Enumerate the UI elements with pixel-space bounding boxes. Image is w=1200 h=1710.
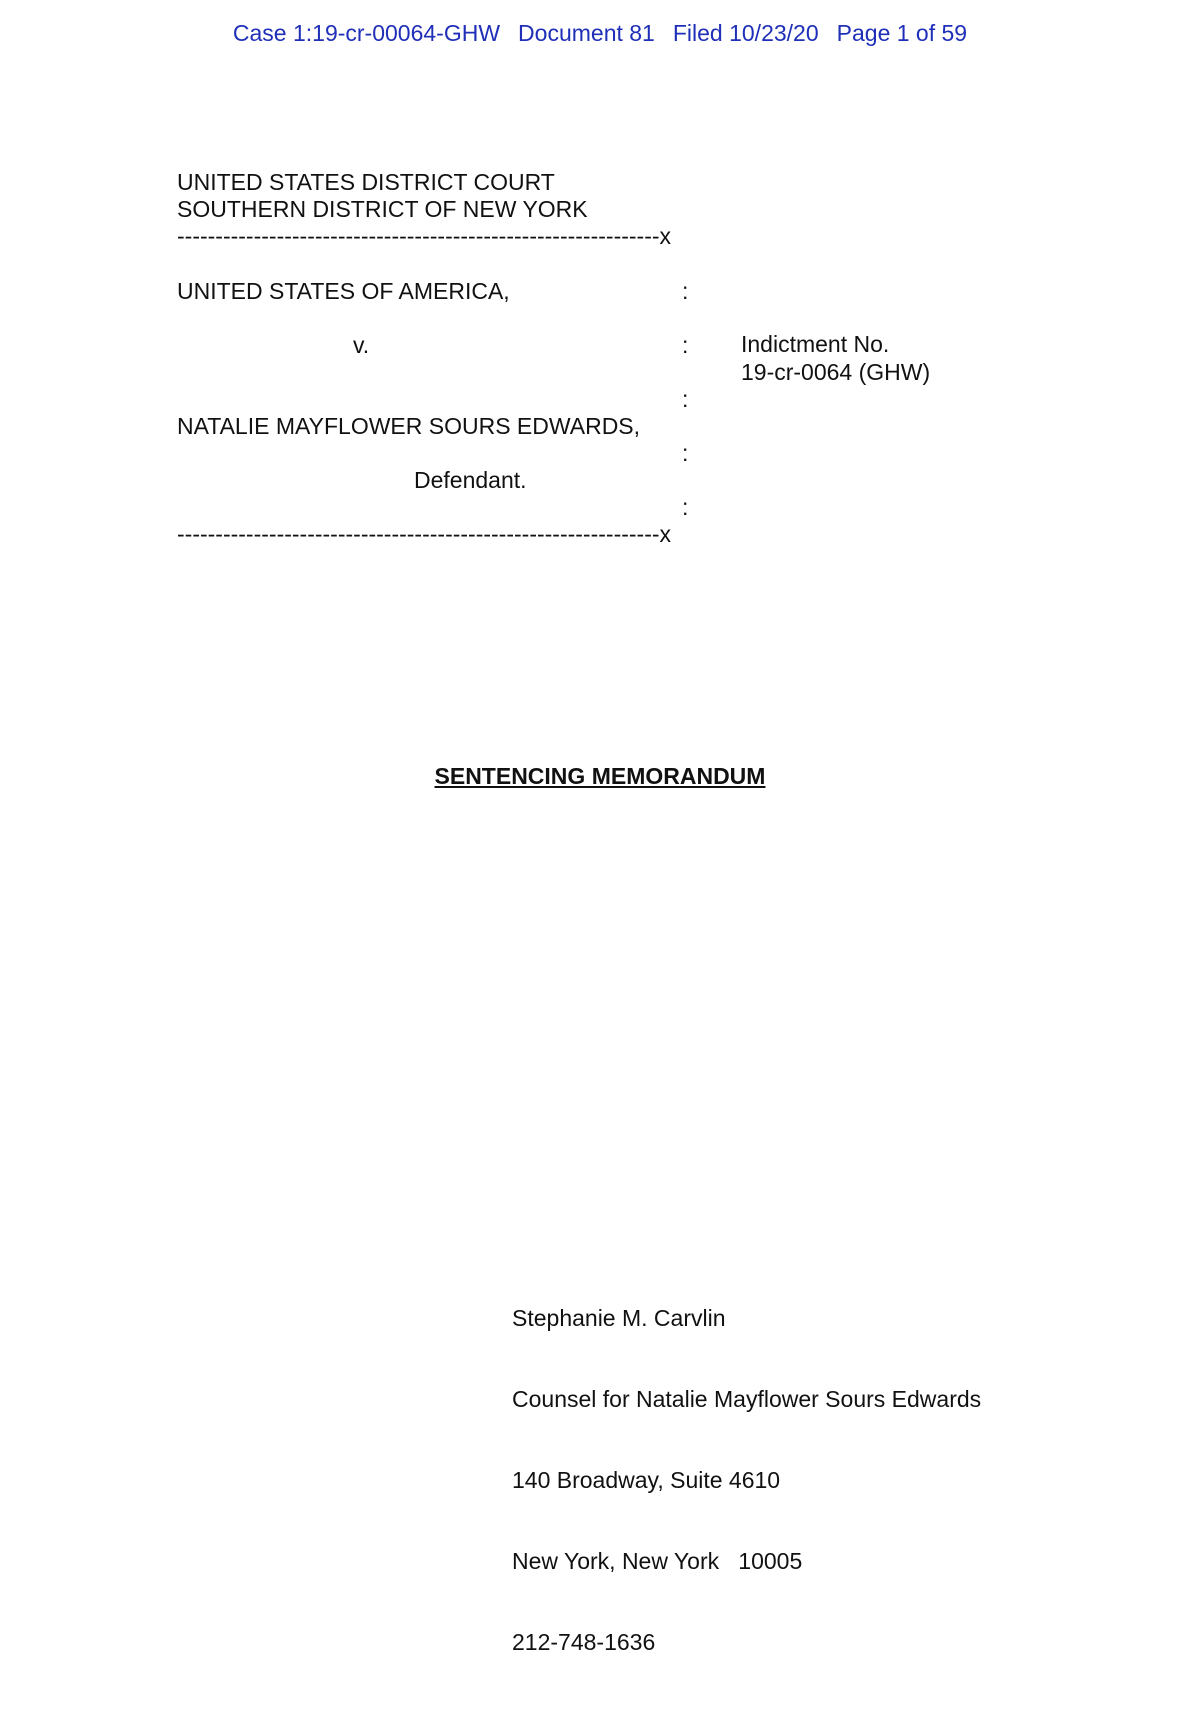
versus-label: v.	[353, 332, 370, 358]
document-number: Document 81	[518, 20, 655, 46]
caption-colon: :	[682, 494, 689, 520]
court-line-1: UNITED STATES DISTRICT COURT	[177, 169, 555, 195]
document-title: SENTENCING MEMORANDUM	[434, 763, 766, 789]
caption-colon: :	[682, 440, 689, 466]
counsel-name: Stephanie M. Carvlin	[512, 1305, 726, 1331]
counsel-address-line-1: 140 Broadway, Suite 4610	[512, 1467, 781, 1493]
defendant-name: NATALIE MAYFLOWER SOURS EDWARDS,	[177, 413, 641, 439]
court-name	[177, 169, 588, 223]
plaintiff-name: UNITED STATES OF AMERICA,	[177, 278, 510, 304]
filed-date: Filed 10/23/20	[672, 20, 819, 46]
caption-rule-bottom: ---------------------------------------------------------------x	[177, 521, 672, 547]
counsel-address-line-2: New York, New York 10005	[512, 1548, 803, 1574]
caption-rule-top: ---------------------------------------------------------------x	[177, 223, 672, 249]
case-number: Case 1:19-cr-00064-GHW	[232, 20, 501, 46]
defendant-label: Defendant.	[414, 467, 527, 493]
caption-colon: :	[682, 332, 689, 358]
indictment-number: 19-cr-0064 (GHW)	[741, 359, 931, 385]
court-line-2: SOUTHERN DISTRICT OF NEW YORK	[177, 196, 588, 222]
ecf-header-stamp	[0, 20, 1200, 47]
counsel-role: Counsel for Natalie Mayflower Sours Edwards	[512, 1386, 982, 1412]
caption-colon: :	[682, 386, 689, 412]
counsel-phone: 212-748-1636	[512, 1629, 656, 1655]
page-count: Page 1 of 59	[836, 20, 968, 46]
counsel-block	[512, 1251, 981, 1710]
indictment-label: Indictment No.	[741, 331, 890, 357]
caption-colon: :	[682, 278, 689, 304]
